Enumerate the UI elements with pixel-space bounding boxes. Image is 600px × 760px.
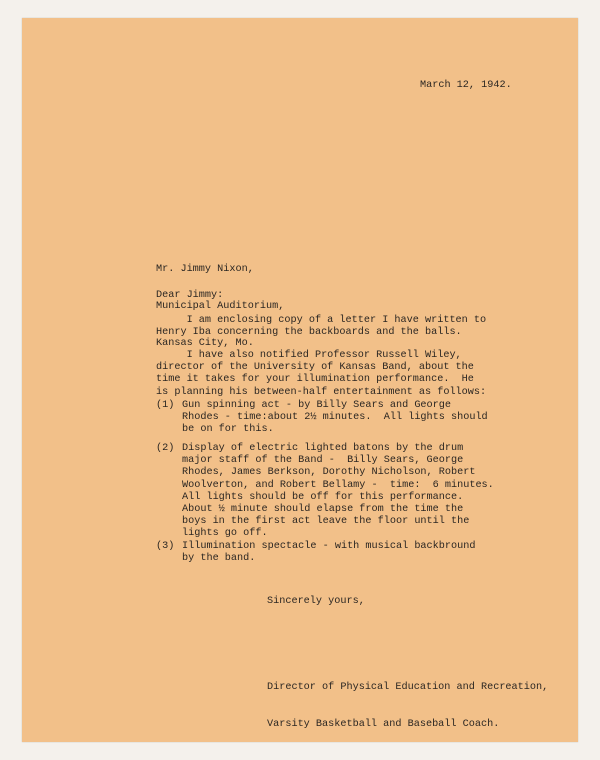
recipient-name: Mr. Jimmy Nixon, bbox=[156, 264, 254, 276]
paragraph-band-notice: I have also notified Professor Russell Wiley, director of the University of Kansas Band, about the time it takes for your illumination performance. He is planning his between-half entertainment as follows: bbox=[156, 350, 487, 398]
salutation: Dear Jimmy: bbox=[156, 290, 224, 301]
list-item-marker: (3) bbox=[156, 541, 175, 552]
list-item-marker: (1) bbox=[156, 400, 175, 411]
list-item-text: Display of electric lighted batons by the drum major staff of the Band - Billy Sears, George Rhodes, James Berkson, Dorothy Nicholson, Robert Woolverton, and Robert Bellamy - time: 6 minutes. All lights should be off for this performance. About ½ minute should elapse from the time the boys in the first act leave the floor until the lights go off. bbox=[182, 443, 494, 540]
list-item bbox=[156, 541, 476, 590]
signature-title-line-2: Varsity Basketball and Baseball Coach. bbox=[267, 719, 500, 731]
paragraph-enclosure: I am enclosing copy of a letter I have written to Henry Iba concerning the backboards and the balls. bbox=[156, 315, 487, 339]
list-item bbox=[156, 443, 494, 540]
recipient-organization: Municipal Auditorium, bbox=[156, 301, 285, 313]
closing: Sincerely yours, bbox=[267, 596, 365, 607]
list-item-marker: (2) bbox=[156, 443, 175, 454]
signature-block bbox=[267, 658, 548, 756]
list-item-text: Gun spinning act - by Billy Sears and George Rhodes - time:about 2½ minutes. All lights should be on for this. bbox=[182, 400, 488, 436]
signature-title-line-1: Director of Physical Education and Recreation, bbox=[267, 682, 549, 694]
letter-page bbox=[22, 18, 578, 742]
list-item bbox=[156, 400, 488, 449]
letter-date: March 12, 1942. bbox=[420, 80, 512, 91]
recipient-city: Kansas City, Mo. bbox=[156, 337, 254, 349]
list-item-text: Illumination spectacle - with musical backbround by the band. bbox=[182, 541, 476, 565]
